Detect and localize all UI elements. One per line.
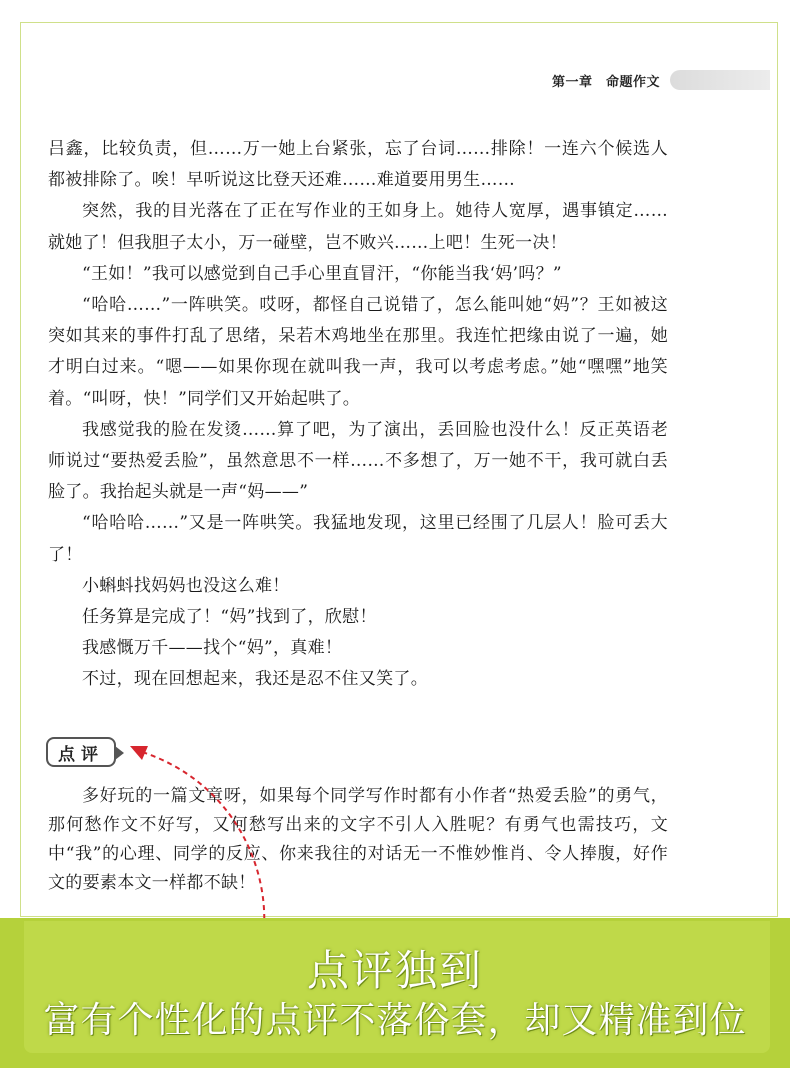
essay-body — [48, 134, 668, 696]
banner-title: 点评独到 — [306, 946, 483, 995]
feature-banner — [0, 918, 790, 1068]
essay-paragraph: 不过，现在回想起来，我还是忍不住又笑了。 — [82, 669, 428, 690]
essay-paragraph: “哈哈哈……”又是一阵哄笑。我猛地发现，这里已经围了几层人！脸可丢大了！ — [48, 513, 668, 565]
annotation-arrow-icon — [118, 740, 288, 930]
essay-paragraph: 任务算是完成了！“妈”找到了，欣慰！ — [82, 607, 377, 628]
banner-subtitle: 富有个性化的点评不落俗套，却又精准到位 — [43, 1000, 747, 1041]
chapter-header — [540, 70, 772, 90]
annotation-arrow-line — [142, 752, 264, 928]
comment-text: 多好玩的一篇文章呀，如果每个同学写作时都有小作者“热爱丢脸”的勇气，那何愁作文不好写，又何愁写出来的文字不引人入胜呢？有勇气也需技巧，文中“我”的心理、同学的反应、你来我往的对话无一不惟妙惟肖、令人捧腹，好作文的要素本文一样都不缺！ — [48, 786, 668, 893]
essay-paragraph: “王如！”我可以感觉到自己手心里直冒汗，“你能当我‘妈’吗？” — [82, 263, 562, 284]
chapter-header-bar — [670, 70, 770, 90]
essay-paragraph: “哈哈……”一阵哄笑。哎呀，都怪自己说错了，怎么能叫她“妈”？王如被这突如其来的事件打乱了思绪，呆若木鸡地坐在那里。我连忙把缘由说了一遍，她才明白过来。“嗯——如果你现在就叫我一声，我可以考虑考虑。”她“嘿嘿”地笑着。“叫呀，快！”同学们又开始起哄了。 — [48, 295, 668, 409]
comment-tag — [46, 737, 116, 767]
essay-paragraph: 小蝌蚪找妈妈也没这么难！ — [82, 575, 290, 596]
essay-paragraph: 我感觉我的脸在发烫……算了吧，为了演出，丢回脸也没什么！反正英语老师说过“要热爱丢脸”，虽然意思不一样……不多想了，万一她不干，我可就白丢脸了。我抬起头就是一声“妈——” — [48, 419, 668, 503]
comment-tag-label: 点评 — [58, 744, 104, 765]
chapter-title: 第一章 命题作文 — [552, 74, 661, 90]
essay-paragraph: 我感慨万千——找个“妈”，真难！ — [82, 638, 343, 659]
essay-paragraph: 突然，我的目光落在了正在写作业的王如身上。她待人宽厚，遇事镇定……就她了！但我胆子太小，万一碰壁，岂不败兴……上吧！生死一决！ — [48, 201, 668, 253]
essay-paragraph: 吕鑫，比较负责，但……万一她上台紧张，忘了台词……排除！一连六个候选人都被排除了。唉！早听说这比登天还难……难道要用男生…… — [48, 139, 668, 191]
